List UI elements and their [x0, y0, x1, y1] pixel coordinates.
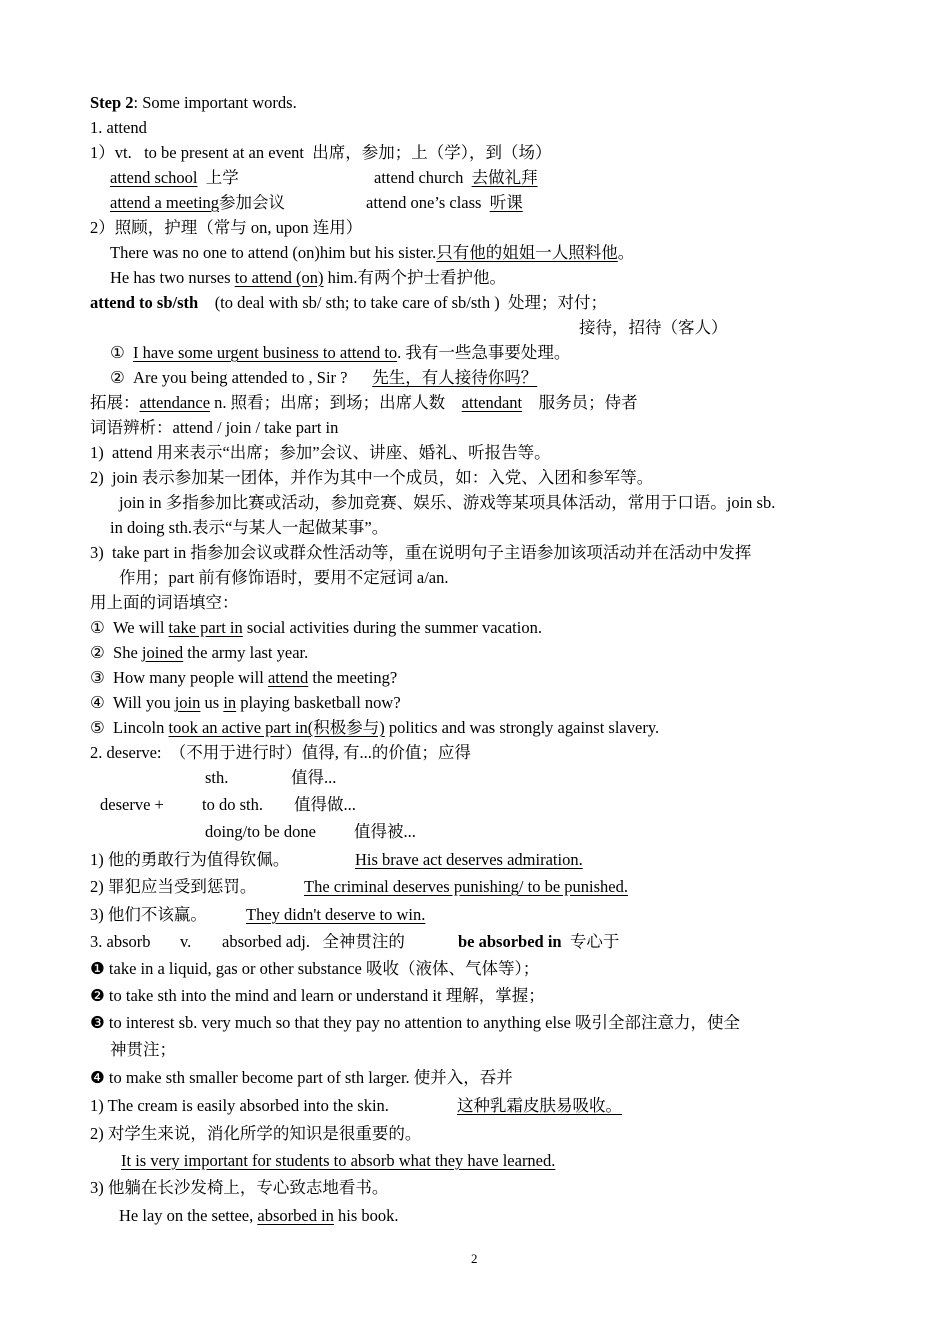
- diff-item-2c: in doing sth.表示“与某人一起做某事”。: [110, 518, 389, 537]
- fill-text: How many people will: [113, 668, 268, 687]
- word-title: 2. deserve:: [90, 743, 162, 762]
- attend-sense1: [90, 143, 552, 163]
- example-cn: 只有他的姐姐一人照料他: [436, 243, 618, 262]
- fill-item: [90, 618, 542, 638]
- adj-form: absorbed adj.: [222, 932, 310, 951]
- example-en: He has two nurses: [110, 268, 235, 287]
- example-en: Are you being attended to , Sir ?: [133, 368, 348, 387]
- absorb-example-3-q: 3) 他躺在长沙发椅上，专心致志地看书。: [90, 1178, 389, 1197]
- fill-text: We will: [113, 618, 169, 637]
- attend-to-phrase: [90, 293, 607, 313]
- word-chinese: （不用于进行时）值得, 有...的价值；应得: [169, 743, 471, 762]
- example-cn: 去做礼拜: [471, 168, 538, 187]
- example-cn: him.有两个护士看护他。: [323, 268, 506, 287]
- example-attend-class: [366, 193, 523, 213]
- deserve-example-2-a: The criminal deserves punishing/ to be punished.: [304, 877, 628, 896]
- absorb-adj: [222, 932, 405, 952]
- deserve-example-3-a: They didn't deserve to win.: [246, 905, 426, 924]
- punct: 。: [617, 243, 635, 262]
- sense-number: 1）vt.: [90, 143, 132, 162]
- fill-item: [90, 643, 308, 663]
- absorb-sense-4: [90, 1068, 513, 1088]
- example-en: attend school: [110, 168, 198, 187]
- deserve-example-3-q: 3) 他们不该赢。: [90, 905, 207, 924]
- list-number: ①: [110, 343, 125, 362]
- extension-word: attendance: [139, 393, 211, 412]
- example-en: attend one’s class: [366, 193, 482, 212]
- example-cn: 听课: [489, 193, 523, 212]
- fill-item: [90, 668, 397, 688]
- fill-title: 用上面的词语填空：: [90, 593, 239, 612]
- diff-item-3b: 作用；part 前有修饰语时，要用不定冠词 a/an.: [119, 568, 449, 587]
- diff-item-2: [90, 468, 653, 488]
- fill-answer: joined: [141, 643, 184, 662]
- sense-text: take in a liquid, gas or other substance 吸收（液体、气体等）；: [108, 959, 540, 978]
- example-cn: . 我有一些急事要处理。: [397, 343, 571, 362]
- example-en: I have some urgent business to attend to: [133, 343, 398, 362]
- sense-number: ❶: [90, 959, 105, 978]
- adj-chinese: 全神贯注的: [322, 932, 405, 951]
- fill-item: [90, 693, 401, 713]
- sense-number: ❷: [90, 986, 105, 1005]
- fill-item: [90, 718, 659, 738]
- list-number: ①: [90, 618, 105, 637]
- example-en: attend a meeting: [110, 193, 220, 212]
- deserve-pattern-head: deserve +: [100, 795, 164, 814]
- phrase-chinese: 专心于: [569, 932, 620, 951]
- diff-text: join 表示参加某一团体，并作为其中一个成员，如：入党、入团和参军等。: [112, 468, 654, 487]
- sense-text: to take sth into the mind and learn or understand it 理解，掌握；: [108, 986, 545, 1005]
- absorb-title: 3. absorb: [90, 932, 151, 951]
- absorb-sense-3: [90, 1013, 740, 1033]
- sense2-example-2: [110, 268, 506, 288]
- list-number: 3): [90, 543, 104, 562]
- extension: [90, 393, 638, 413]
- absorb-example-2-a: It is very important for students to absorb what they have learned.: [121, 1151, 556, 1170]
- fill-answer: in: [223, 693, 237, 712]
- fill-text: Lincoln: [113, 718, 169, 737]
- deserve-pattern-3-cn: 值得被...: [354, 822, 416, 841]
- extension-definition: 服务员；侍者: [538, 393, 638, 412]
- diff-item-2b: join in 多指参加比赛或活动，参加竞赛、娱乐、游戏等某项具体活动，常用于口语。join sb.: [119, 493, 776, 512]
- list-number: ③: [90, 668, 105, 687]
- example-cn: 上学: [205, 168, 239, 187]
- fill-answer: took an active part in(积极参与): [168, 718, 385, 737]
- absorb-sense-2: [90, 986, 545, 1006]
- sense-text: to make sth smaller become part of sth larger. 使并入，吞并: [108, 1068, 513, 1087]
- sense-text: to interest sb. very much so that they pay no attention to anything else 吸引全部注意力，使全: [108, 1013, 740, 1032]
- absorb-phrase: [458, 932, 619, 952]
- absorb-sense-3b: 神贯注；: [110, 1040, 176, 1059]
- deserve-pattern-2-cn: 值得做...: [294, 795, 356, 814]
- sense-chinese: 出席，参加；上（学），到（场）: [312, 143, 552, 162]
- example-attend-church: [374, 168, 538, 188]
- deserve-pattern-3: doing/to be done: [205, 822, 316, 841]
- list-number: ④: [90, 693, 105, 712]
- fill-text: social activities during the summer vacation.: [242, 618, 542, 637]
- example-en: attend church: [374, 168, 464, 187]
- diff-text: attend 用来表示“出席；参加”会议、讲座、婚礼、听报告等。: [112, 443, 551, 462]
- phrase-example-1: [110, 343, 570, 363]
- page-number: 2: [471, 1251, 478, 1266]
- example-en: There was no one to attend (on)him but his sister.: [110, 243, 437, 262]
- fill-text: the army last year.: [183, 643, 309, 662]
- step-title: : Some important words.: [133, 93, 297, 112]
- example-attend-school: [110, 168, 239, 188]
- attend-sense2: 2）照顾，护理（常与 on, upon 连用）: [90, 218, 363, 237]
- list-number: ②: [110, 368, 125, 387]
- extension-word: attendant: [461, 393, 523, 412]
- absorb-pos: v.: [180, 932, 192, 951]
- attend-to-phrase-cn2: 接待，招待（客人）: [579, 318, 728, 337]
- deserve-example-2-q: 2) 罪犯应当受到惩罚。: [90, 877, 257, 896]
- example-text: his book.: [333, 1206, 399, 1225]
- extension-definition: n. 照看；出席；到场；出席人数: [214, 393, 446, 412]
- fill-text: playing basketball now?: [236, 693, 401, 712]
- attend-title: 1. attend: [90, 118, 147, 137]
- sense-number: ❸: [90, 1013, 105, 1032]
- absorb-sense-1: [90, 959, 539, 979]
- step-heading: [90, 93, 297, 113]
- sense2-example-1: [110, 243, 634, 263]
- absorb-example-1-a: 这种乳霜皮肤易吸收。: [457, 1096, 622, 1115]
- fill-text: politics and was strongly against slavery.: [384, 718, 660, 737]
- fill-text: She: [113, 643, 142, 662]
- example-answer: to attend (on): [234, 268, 324, 287]
- list-number: 1): [90, 443, 104, 462]
- absorb-example-3-a: [119, 1206, 399, 1226]
- phrase-chinese: 处理；对付；: [507, 293, 607, 312]
- fill-text: Will you: [113, 693, 175, 712]
- deserve-example-1-q: 1) 他的勇敢行为值得钦佩。: [90, 850, 290, 869]
- list-number: ⑤: [90, 718, 105, 737]
- fill-answer: take part in: [168, 618, 243, 637]
- phrase-head: attend to sb/sth: [90, 293, 199, 312]
- phrase-head: be absorbed in: [458, 932, 562, 951]
- example-attend-meeting: [110, 193, 285, 213]
- deserve-pattern-2: to do sth.: [202, 795, 263, 814]
- absorb-example-1-q: 1) The cream is easily absorbed into the skin.: [90, 1096, 389, 1115]
- deserve-title: [90, 743, 471, 763]
- extension-label: 拓展：: [90, 393, 140, 412]
- step-label: Step 2: [90, 93, 134, 112]
- example-answer: absorbed in: [257, 1206, 334, 1225]
- phrase-definition: (to deal with sb/ sth; to take care of sb/sth ): [214, 293, 500, 312]
- example-text: He lay on the settee,: [119, 1206, 258, 1225]
- deserve-pattern-1-cn: 值得...: [291, 768, 337, 787]
- fill-answer: join: [174, 693, 201, 712]
- phrase-example-2: [110, 368, 537, 388]
- list-number: 2): [90, 468, 104, 487]
- fill-text: us: [200, 693, 224, 712]
- list-number: ②: [90, 643, 105, 662]
- fill-answer: attend: [267, 668, 309, 687]
- sense-number: ❹: [90, 1068, 105, 1087]
- diff-item-3: [90, 543, 751, 563]
- diff-item-1: [90, 443, 551, 463]
- example-cn: 参加会议: [219, 193, 286, 212]
- absorb-example-2-q: 2) 对学生来说，消化所学的知识是很重要的。: [90, 1124, 422, 1143]
- diff-text: take part in 指参加会议或群众性活动等，重在说明句子主语参加该项活动并在活动中发挥: [112, 543, 752, 562]
- diff-title: 词语辨析：attend / join / take part in: [90, 418, 339, 437]
- fill-text: the meeting?: [308, 668, 398, 687]
- example-cn: 先生，有人接待你吗？: [372, 368, 538, 387]
- deserve-pattern-1: sth.: [205, 768, 229, 787]
- sense-definition: to be present at an event: [144, 143, 304, 162]
- deserve-example-1-a: His brave act deserves admiration.: [355, 850, 583, 869]
